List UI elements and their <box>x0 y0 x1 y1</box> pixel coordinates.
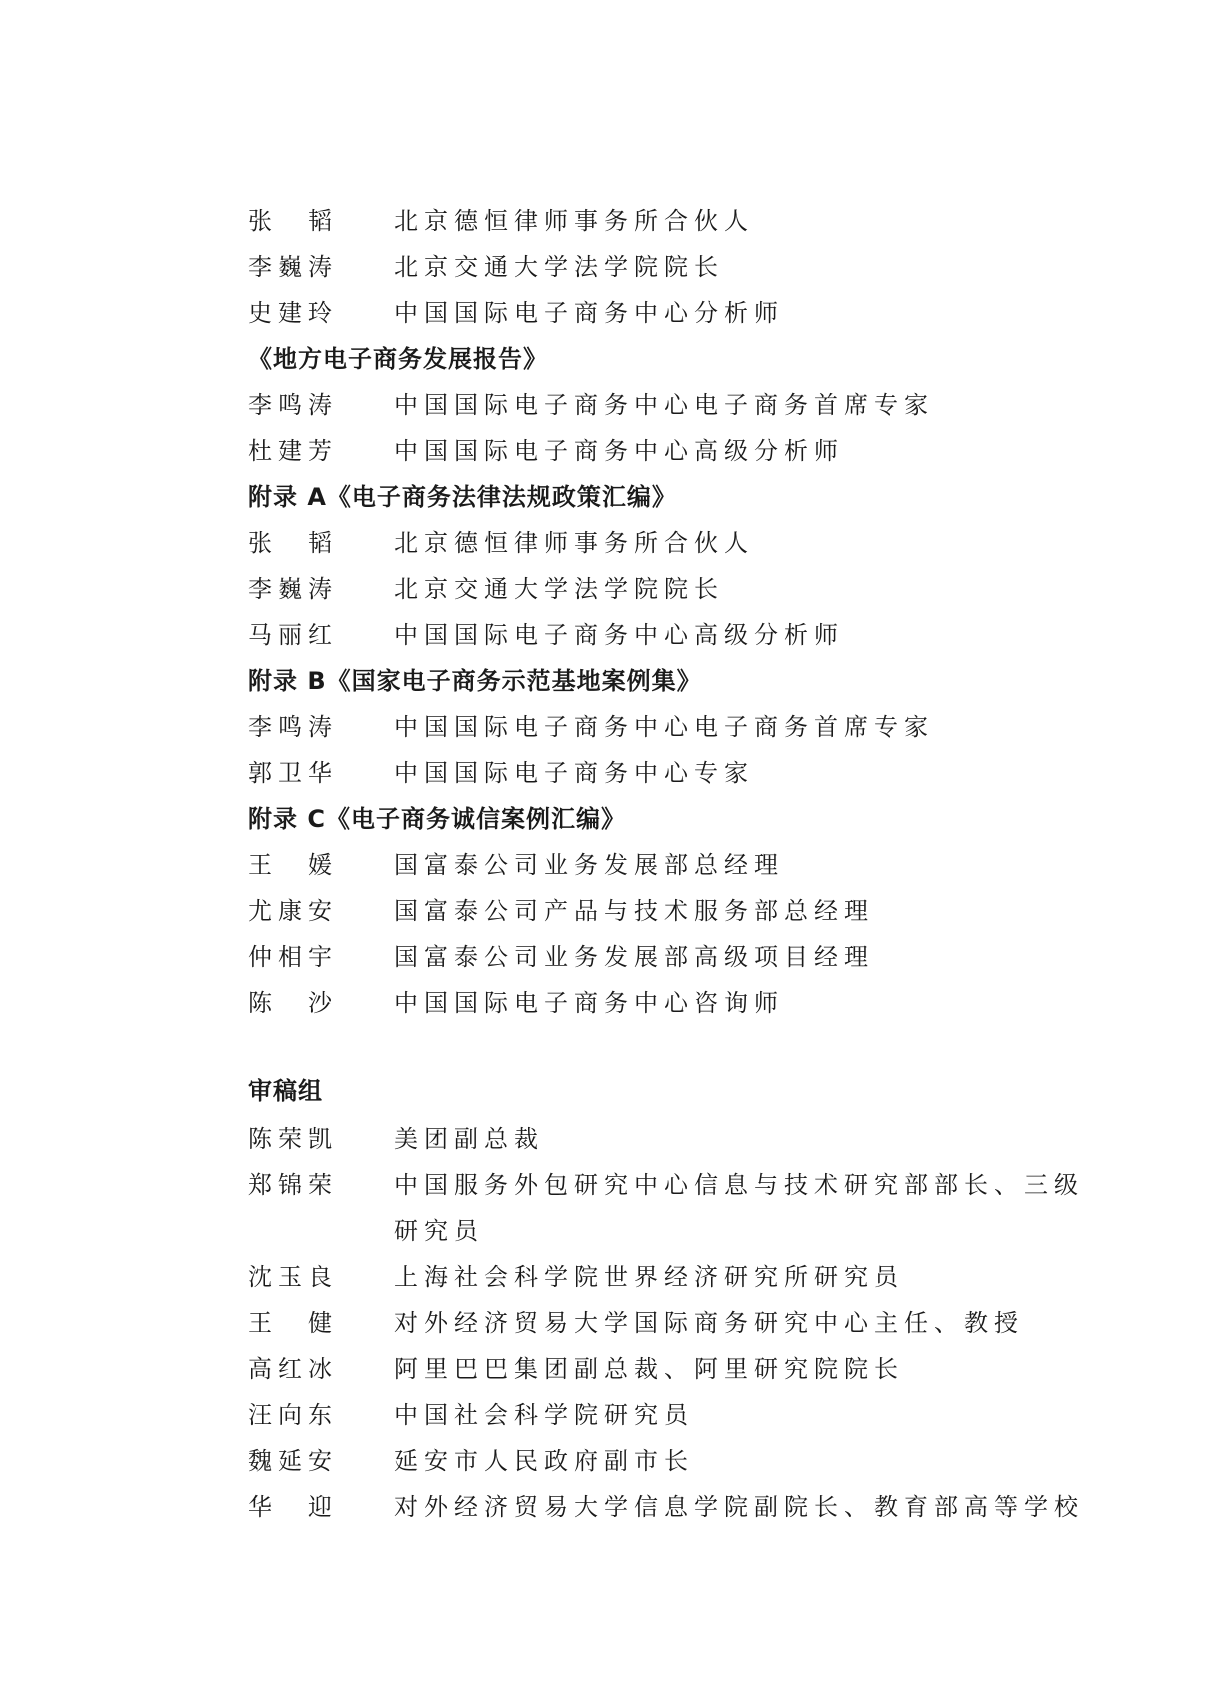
list-item <box>248 244 1088 290</box>
person-name: 张 韬 <box>248 207 338 235</box>
person-name: 华 迎 <box>248 1493 338 1521</box>
person-name: 陈荣凯 <box>248 1125 338 1153</box>
person-name: 杜建芳 <box>248 437 338 465</box>
person-name: 李鸣涛 <box>248 713 338 741</box>
list-item <box>248 1346 1088 1392</box>
person-role: 上海社会科学院世界经济研究所研究员 <box>394 1263 904 1291</box>
person-name: 魏延安 <box>248 1447 338 1475</box>
group-heading-local-report: 《地方电子商务发展报告》 <box>248 345 548 373</box>
group-heading-appendix-a: 附录 A《电子商务法律法规政策汇编》 <box>248 483 677 511</box>
list-item <box>248 888 1088 934</box>
person-role: 中国社会科学院研究员 <box>394 1401 694 1429</box>
person-name: 李巍涛 <box>248 253 338 281</box>
group-heading-appendix-b: 附录 B《国家电子商务示范基地案例集》 <box>248 667 702 695</box>
person-name: 王 媛 <box>248 851 338 879</box>
person-role: 国富泰公司产品与技术服务部总经理 <box>394 897 874 925</box>
person-role: 对外经济贸易大学国际商务研究中心主任、教授 <box>394 1309 1024 1337</box>
person-name: 汪向东 <box>248 1401 338 1429</box>
list-item <box>248 290 1088 336</box>
list-item <box>248 1392 1088 1438</box>
person-role: 中国国际电子商务中心电子商务首席专家 <box>394 391 934 419</box>
list-item <box>248 1300 1088 1346</box>
contributor-list <box>248 198 1088 1530</box>
list-item <box>248 520 1088 566</box>
person-role: 北京交通大学法学院院长 <box>394 253 724 281</box>
section-title-review-group: 审稿组 <box>248 1077 323 1105</box>
person-role: 中国国际电子商务中心高级分析师 <box>394 437 844 465</box>
person-role: 延安市人民政府副市长 <box>394 1447 694 1475</box>
person-role: 中国国际电子商务中心分析师 <box>394 299 784 327</box>
person-name: 沈玉良 <box>248 1263 338 1291</box>
list-item <box>248 980 1088 1026</box>
person-role: 中国国际电子商务中心咨询师 <box>394 989 784 1017</box>
person-role: 北京德恒律师事务所合伙人 <box>394 207 754 235</box>
person-role: 中国服务外包研究中心信息与技术研究部部长、三级研究员 <box>394 1171 1084 1245</box>
section-spacer <box>248 1026 1088 1068</box>
person-name: 张 韬 <box>248 529 338 557</box>
person-name: 马丽红 <box>248 621 338 649</box>
list-item <box>248 842 1088 888</box>
person-name: 尤康安 <box>248 897 338 925</box>
person-role: 中国国际电子商务中心高级分析师 <box>394 621 844 649</box>
list-item <box>248 382 1088 428</box>
list-item <box>248 1438 1088 1484</box>
list-item <box>248 612 1088 658</box>
person-name: 史建玲 <box>248 299 338 327</box>
person-role: 阿里巴巴集团副总裁、阿里研究院院长 <box>394 1355 904 1383</box>
person-role: 美团副总裁 <box>394 1125 544 1153</box>
person-role: 国富泰公司业务发展部高级项目经理 <box>394 943 874 971</box>
person-name: 高红冰 <box>248 1355 338 1383</box>
list-item <box>248 566 1088 612</box>
list-item <box>248 1254 1088 1300</box>
person-role: 国富泰公司业务发展部总经理 <box>394 851 784 879</box>
list-item <box>248 1484 1088 1530</box>
person-name: 郑锦荣 <box>248 1171 338 1199</box>
person-role: 北京交通大学法学院院长 <box>394 575 724 603</box>
person-name: 仲相宇 <box>248 943 338 971</box>
group-heading-appendix-c: 附录 C《电子商务诚信案例汇编》 <box>248 805 626 833</box>
person-name: 王 健 <box>248 1309 338 1337</box>
list-item <box>248 1162 1088 1254</box>
person-name: 陈 沙 <box>248 989 338 1017</box>
person-role: 对外经济贸易大学信息学院副院长、教育部高等学校 <box>394 1493 1084 1521</box>
list-item <box>248 934 1088 980</box>
person-name: 郭卫华 <box>248 759 338 787</box>
list-item <box>248 750 1088 796</box>
person-role: 中国国际电子商务中心专家 <box>394 759 754 787</box>
list-item <box>248 1116 1088 1162</box>
person-role: 北京德恒律师事务所合伙人 <box>394 529 754 557</box>
list-item <box>248 428 1088 474</box>
list-item <box>248 704 1088 750</box>
list-item <box>248 198 1088 244</box>
person-role: 中国国际电子商务中心电子商务首席专家 <box>394 713 934 741</box>
person-name: 李鸣涛 <box>248 391 338 419</box>
person-name: 李巍涛 <box>248 575 338 603</box>
